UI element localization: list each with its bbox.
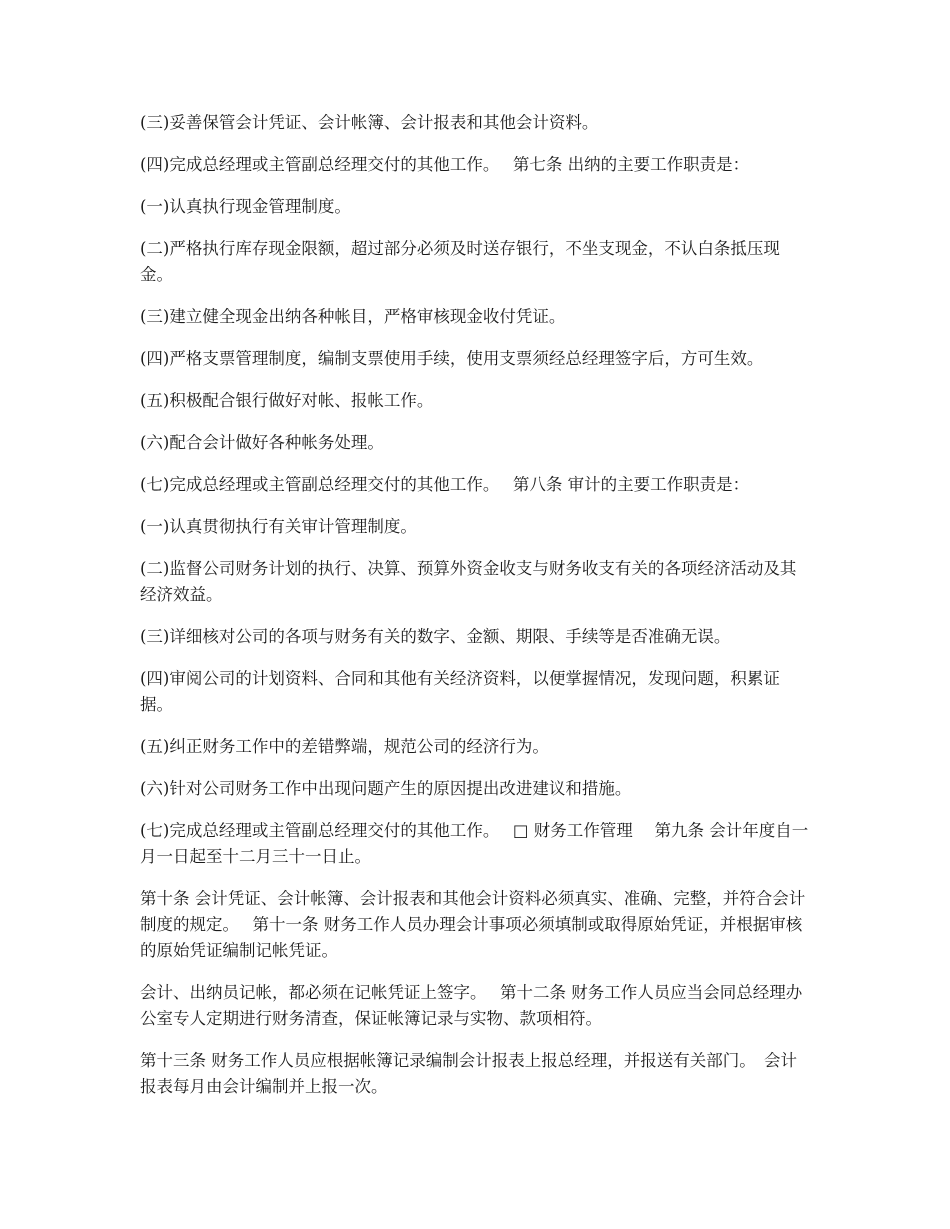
paragraph: (七)完成总经理或主管副总经理交付的其他工作。 第八条 审计的主要工作职责是：	[140, 475, 750, 494]
paragraph: (七)完成总经理或主管副总经理交付的其他工作。 □ 财务工作管理 第九条 会计年度自一月一日起至十二月三十一日止。	[140, 821, 809, 866]
paragraph: 第十三条 财务工作人员应根据帐簿记录编制会计报表上报总经理，并报送有关部门。 会计报表每月由会计编制并上报一次。	[140, 1051, 797, 1096]
paragraph: (五)积极配合银行做好对帐、报帐工作。	[140, 391, 434, 410]
document-body	[140, 110, 812, 1116]
paragraph: 会计、出纳员记帐，都必须在记帐凭证上签字。 第十二条 财务工作人员应当会同总经理办公室专人定期进行财务清查，保证帐簿记录与实物、款项相符。	[140, 983, 803, 1028]
paragraph: (一)认真执行现金管理制度。	[140, 197, 351, 216]
paragraph: (三)详细核对公司的各项与财务有关的数字、金额、期限、手续等是否准确无误。	[140, 627, 731, 646]
paragraph: (五)纠正财务工作中的差错弊端，规范公司的经济行为。	[140, 737, 549, 756]
paragraph: (六)针对公司财务工作中出现问题产生的原因提出改进建议和措施。	[140, 779, 632, 798]
paragraph: (二)严格执行库存现金限额，超过部分必须及时送存银行，不坐支现金，不认白条抵压现金。	[140, 239, 780, 284]
paragraph: (四)审阅公司的计划资料、合同和其他有关经济资料，以便掌握情况，发现问题，积累证据。	[140, 669, 780, 714]
paragraph: (四)完成总经理或主管副总经理交付的其他工作。 第七条 出纳的主要工作职责是：	[140, 155, 750, 174]
paragraph: 第十条 会计凭证、会计帐簿、会计报表和其他会计资料必须真实、准确、完整，并符合会计制度的规定。 第十一条 财务工作人员办理会计事项必须填制或取得原始凭证，并根据审核的原始凭证编制记帐凭证。	[140, 889, 806, 960]
paragraph: (三)妥善保管会计凭证、会计帐簿、会计报表和其他会计资料。	[140, 113, 599, 132]
paragraph: (三)建立健全现金出纳各种帐目，严格审核现金收付凭证。	[140, 307, 566, 326]
paragraph: (二)监督公司财务计划的执行、决算、预算外资金收支与财务收支有关的各项经济活动及其经济效益。	[140, 559, 797, 604]
paragraph: (六)配合会计做好各种帐务处理。	[140, 433, 384, 452]
paragraph: (四)严格支票管理制度，编制支票使用手续，使用支票须经总经理签字后，方可生效。	[140, 349, 764, 368]
paragraph: (一)认真贯彻执行有关审计管理制度。	[140, 517, 417, 536]
